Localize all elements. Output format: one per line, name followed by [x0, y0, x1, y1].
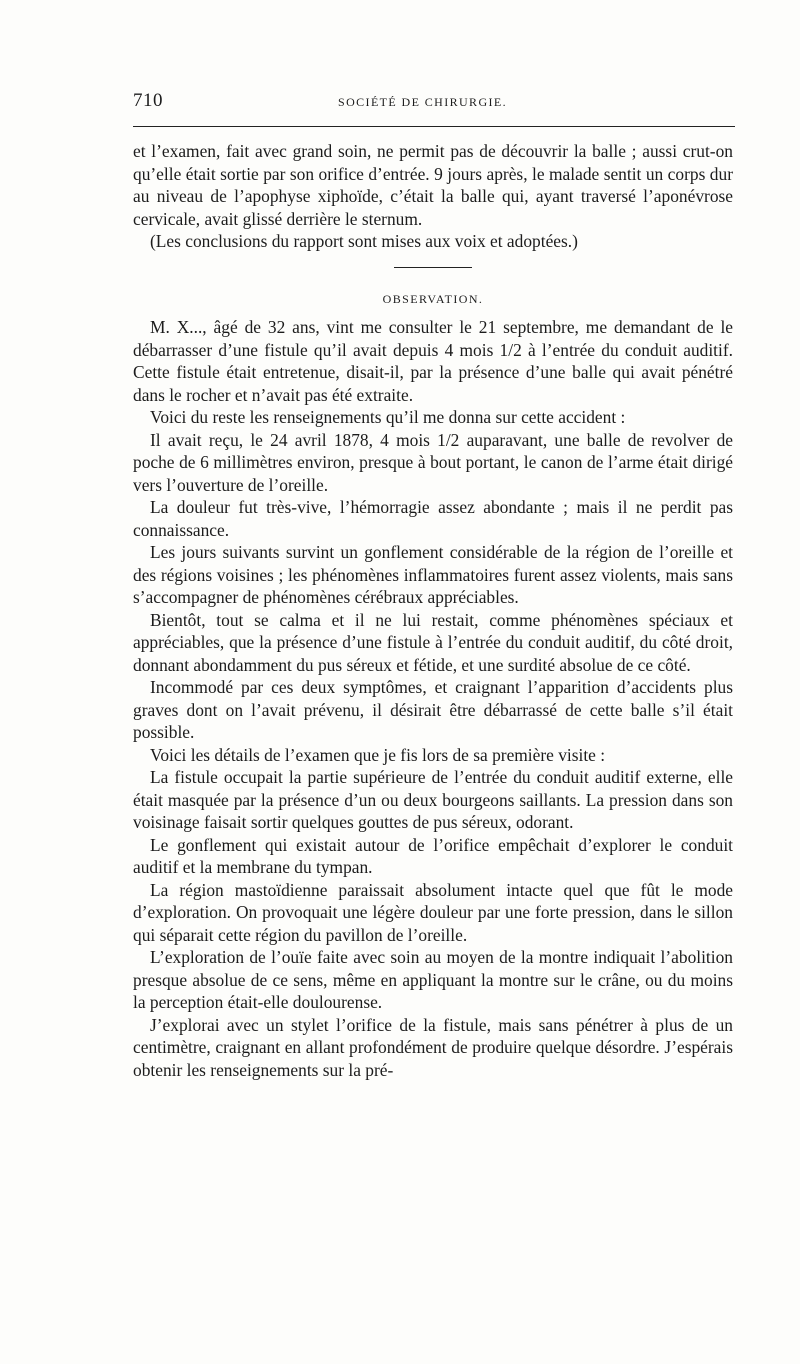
paragraph: Voici du reste les renseignements qu’il me donna sur cette accident :	[150, 407, 626, 427]
paragraph: Voici les détails de l’examen que je fis lors de sa première visite :	[150, 744, 606, 765]
paragraph: La douleur fut très-vive, l’hémorragie assez abondante ; mais il ne perdit pas connaissance.	[133, 497, 733, 540]
paragraph: M. X..., âgé de 32 ans, vint me consulter le 21 septembre, me demandant de le débarrasser d’une fistule qu’il avait depuis 4 mois 1/2 à l’entrée du conduit auditif. Cette fistule était entretenue, disait-il, par la présence d’une balle qui avait pénétré dans le rocher et n’avait pas été extraite.	[133, 317, 733, 405]
section-divider	[394, 267, 472, 268]
paragraph: et l’examen, fait avec grand soin, ne permit pas de découvrir la balle ; aussi crut-on qu’elle était sortie par son orifice d’entrée. 9 jours après, le malade sentit un corps dur au niveau de l’apophyse xiphoïde, c’était la balle qui, ayant traversé l’aponévrose cervicale, avait glissé derrière le sternum.	[133, 141, 733, 229]
paragraph: Il avait reçu, le 24 avril 1878, 4 mois 1/2 auparavant, une balle de revolver de poche de 6 millimètres environ, presque à bout portant, le canon de l’arme était dirigé vers l’ouverture de l’oreille.	[133, 429, 733, 495]
paragraph: Bientôt, tout se calma et il ne lui restait, comme phénomènes spéciaux et appréciables, que la présence d’une fistule à l’entrée du conduit auditif, du côté droit, donnant abondamment du pus séreux et fétide, et une surdité absolue de ce côté.	[133, 609, 733, 675]
paragraph: La région mastoïdienne paraissait absolument intacte quel que fût le mode d’exploration. On provoquait une légère douleur par une forte pression, dans le sillon qui séparait cette région du pavillon de l’oreille.	[133, 879, 733, 945]
section-title: OBSERVATION.	[382, 291, 484, 306]
paragraph: Incommodé par ces deux symptômes, et craignant l’apparition d’accidents plus graves dont on l’avait prévenu, il désirait être débarrassé de cette balle s’il était possible.	[133, 677, 733, 742]
paragraph: La fistule occupait la partie supérieure de l’entrée du conduit auditif externe, elle était masquée par la présence d’un ou deux bourgeons saillants. La pression dans son voisinage faisait sortir quelques gouttes de pus séreux, odorant.	[133, 767, 733, 832]
paragraph: Le gonflement qui existait autour de l’orifice empêchait d’explorer le conduit auditif et la membrane du tympan.	[133, 834, 733, 877]
paragraph: J’explorai avec un stylet l’orifice de la fistule, mais sans pénétrer à plus de un centimètre, craignant en allant profondément de produire quelque désordre. J’espérais obtenir les renseignements sur la pré-	[133, 1014, 733, 1080]
paragraph: (Les conclusions du rapport sont mises aux voix et adoptées.)	[150, 231, 578, 251]
page-header	[133, 90, 733, 116]
header-rule	[133, 126, 735, 127]
running-head: SOCIÉTÉ DE CHIRURGIE.	[338, 95, 508, 109]
page-body	[133, 140, 733, 1081]
paragraph: Les jours suivants survint un gonflement considérable de la région de l’oreille et des régions voisines ; les phénomènes inflammatoires furent assez violents, mais sans s’accompagner de phénomènes cérébraux appréciables.	[133, 542, 733, 607]
page-number: 710	[133, 90, 163, 111]
paragraph: L’exploration de l’ouïe faite avec soin au moyen de la montre indiquait l’abolition presque absolue de ce sens, même en appliquant la montre sur le crâne, ou du moins la perception était-elle doulourense.	[133, 947, 733, 1012]
